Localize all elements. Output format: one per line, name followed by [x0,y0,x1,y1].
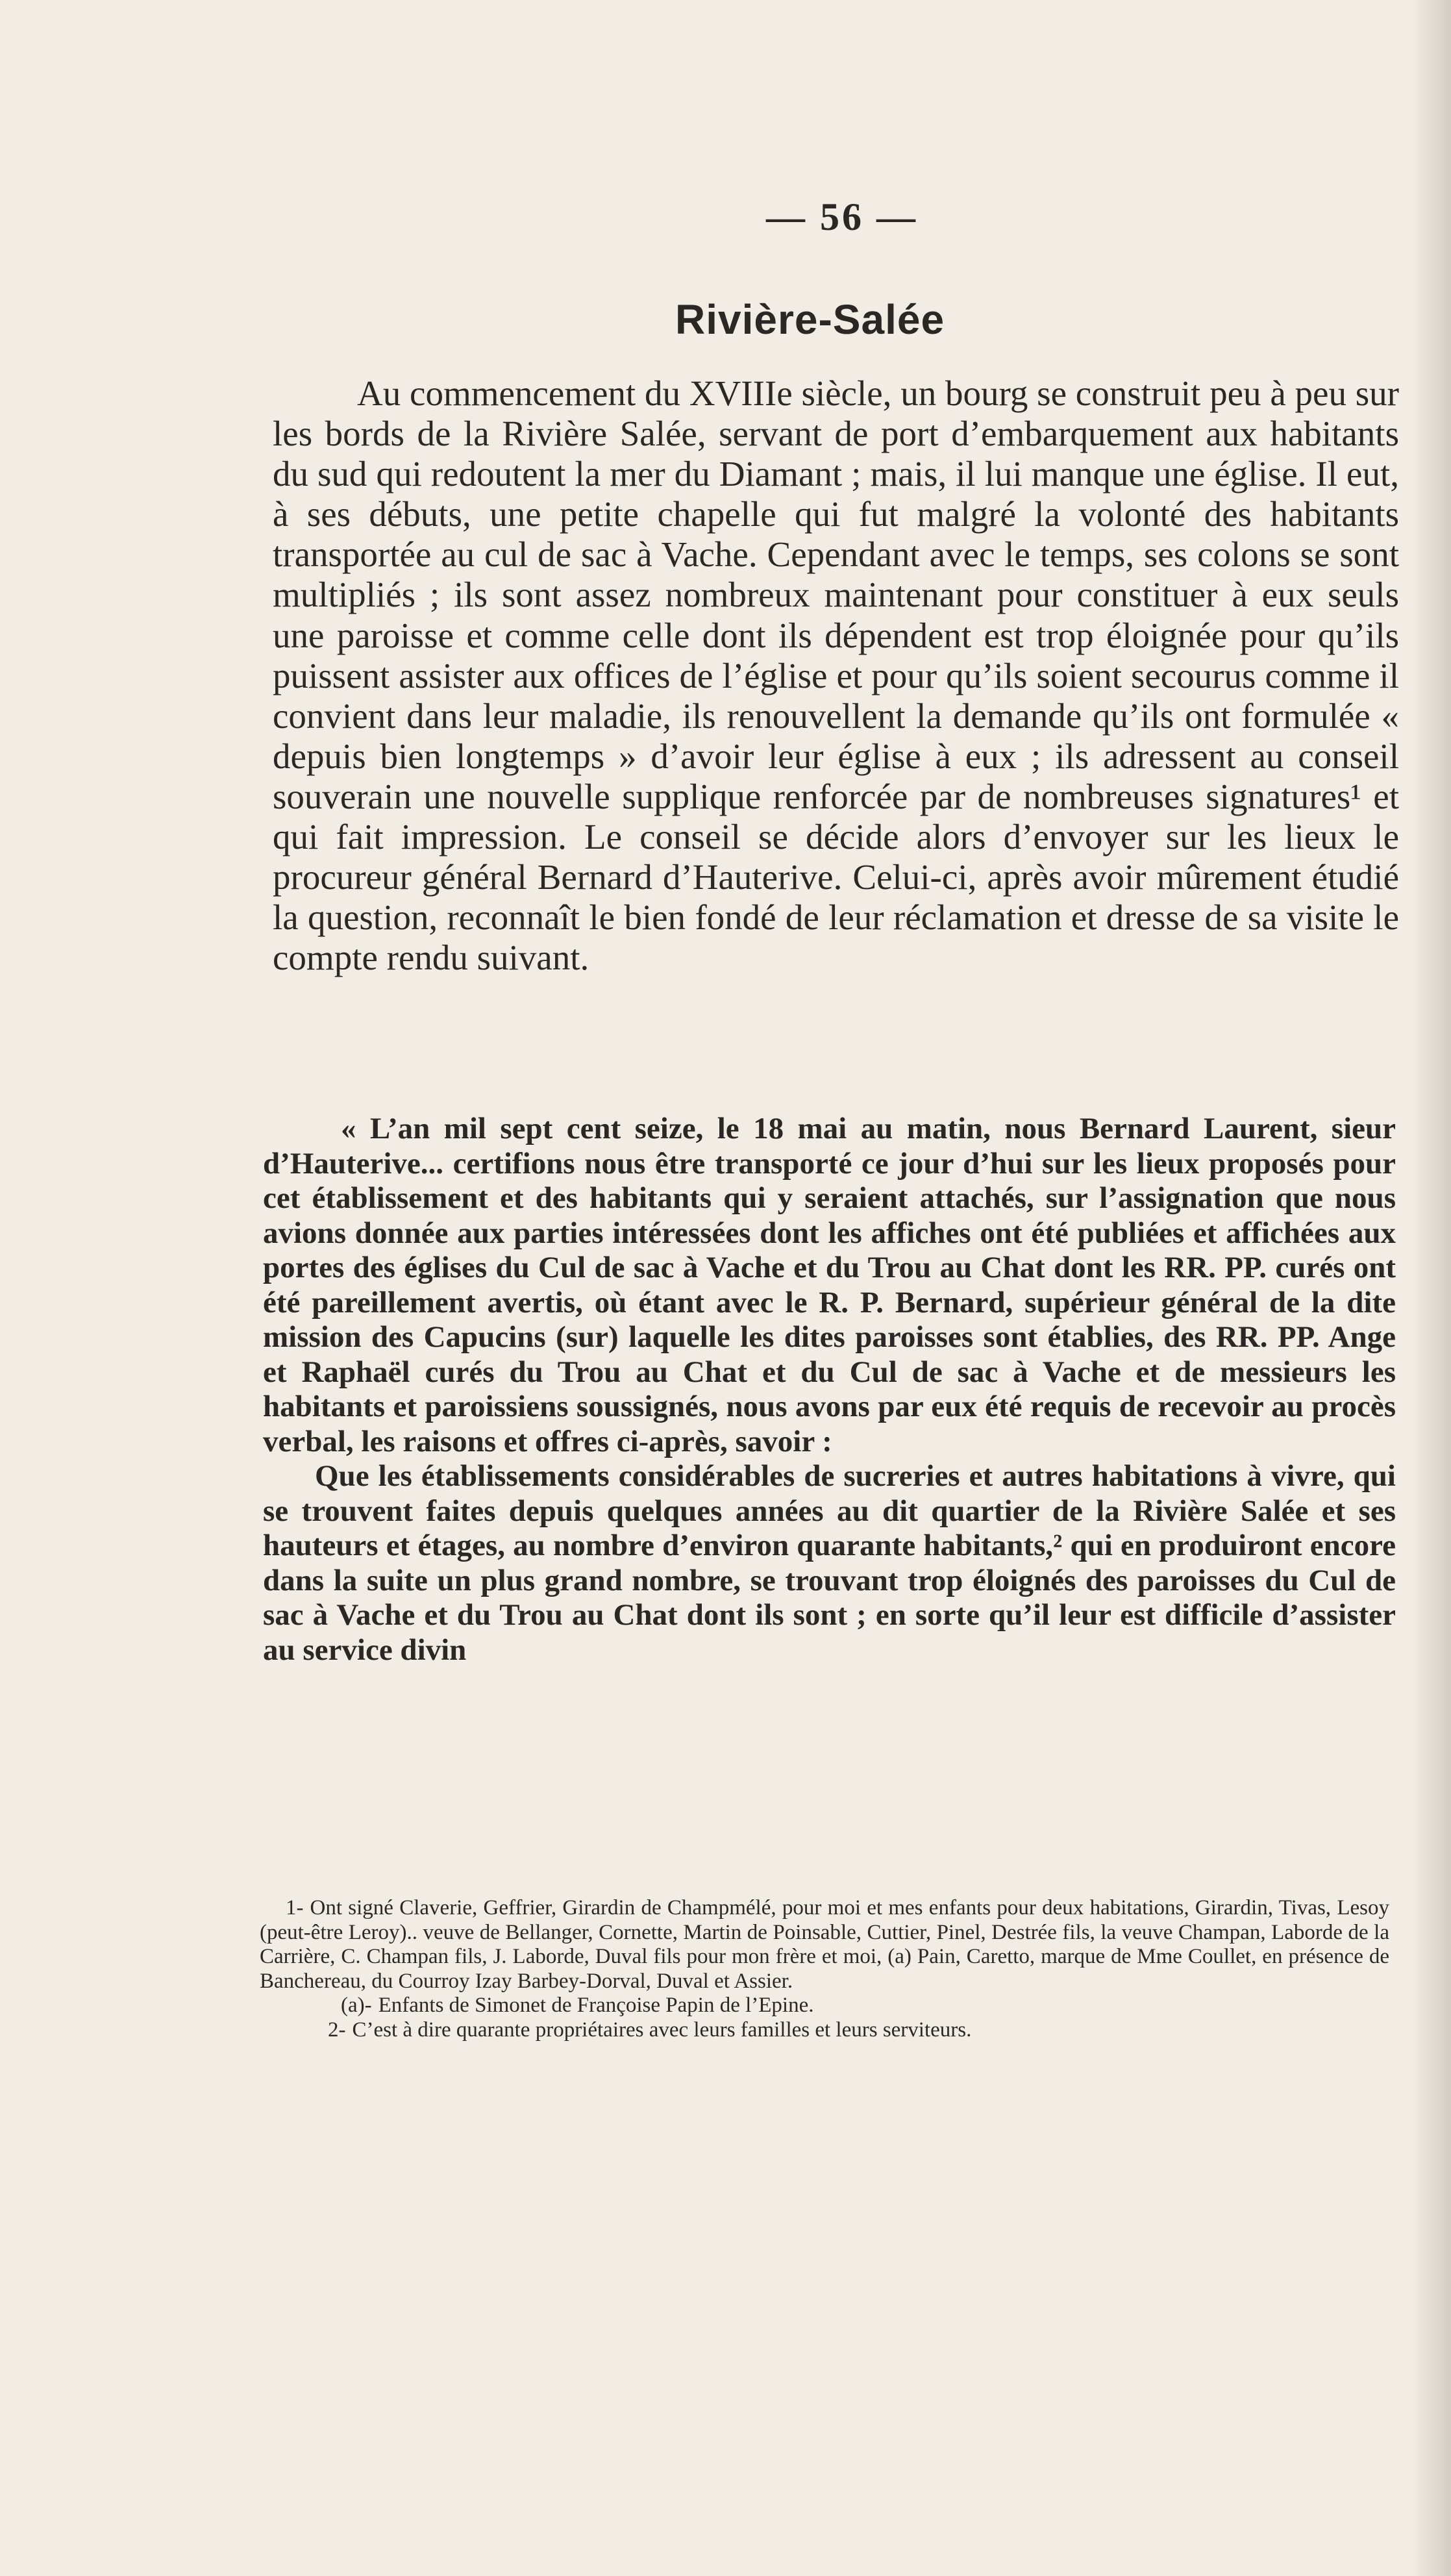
footnote-a [260,1994,1389,2018]
footnotes [260,1896,1389,2042]
quote-paragraph-1: « L’an mil sept cent seize, le 18 mai au matin, nous Bernard Laurent, sieur d’Hauterive... certifions nous être transporté ce jour d’hui sur les lieux proposés pour cet établissement et des habitants qui y seraient attachés, sur l’assignation que nous avions donnée aux parties intéressées dont les affiches ont été publiées et affichées aux portes des églises du Cul de sac à Vache et du Trou au Chat dont les RR. PP. curés ont été pareillement avertis, où étant avec le R. P. Bernard, supérieur général de la dite mission des Capucins (sur) laquelle les dites paroisses sont établies, des RR. PP. Ange et Raphaël curés du Trou au Chat et du Cul de sac à Vache et de messieurs les habitants et paroissiens soussignés, nous avons par eux été requis de recevoir au procès verbal, les raisons et offres ci-après, savoir : [263,1112,1396,1458]
footnote-1-text: Ont signé Claverie, Geffrier, Girardin de Champmélé, pour moi et mes enfants pour deux habitations, Girardin, Tivas, Lesoy (peut-être Leroy).. veuve de Bellanger, Cornette, Martin de Poinsable, Cuttier, Pinel, Destrée fils, la veuve Champan, Laborde de la Carrière, C. Champan fils, J. Laborde, Duval fils pour mon frère et moi, (a) Pain, Caretto, marque de Mme Coullet, en présence de Banchereau, du Courroy Izay Barbey-Dorval, Duval et Assier. [260,1896,1389,1993]
footnote-2-text: C’est à dire quarante propriétaires avec leurs familles et leurs serviteurs. [352,2018,972,2042]
footnote-2-label: 2- [328,2018,346,2042]
intro-paragraph: Au commencement du XVIIIe siècle, un bourg se construit peu à peu sur les bords de la Rivière Salée, servant de port d’embarquement aux habitants du sud qui redoutent la mer du Diamant ; mais, il lui manque une église. Il eut, à ses débuts, une petite chapelle qui fut malgré la volonté des habitants transportée au cul de sac à Vache. Cependant avec le temps, ses colons se sont multipliés ; ils sont assez nombreux maintenant pour constituer à eux seuls une paroisse et comme celle dont ils dépendent est trop éloignée pour qu’ils puissent assister aux offices de l’église et pour qu’ils soient secourus comme il convient dans leur maladie, ils renouvellent la demande qu’ils ont formulée « depuis bien longtemps » d’avoir leur église à eux ; ils adressent au conseil souverain une nouvelle supplique renforcée par de nombreuses signatures¹ et qui fait impression. Le conseil se décide alors d’envoyer sur les lieux le procureur général Bernard d’Hauterive. Celui-ci, après avoir mûrement étudié la question, reconnaît le bien fondé de leur réclamation et dresse de sa visite le compte rendu suivant. [273,373,1399,978]
footnote-2 [260,2018,1389,2043]
quoted-report [263,1112,1396,1668]
section-title: Rivière-Salée [675,296,945,343]
page-edge-shadow [1412,0,1451,2576]
footnote-1 [260,1896,1389,1994]
footnote-a-text: Enfants de Simonet de Françoise Papin de l’Epine. [378,1994,814,2017]
footnote-1-label: 1- [286,1896,304,1919]
quote-paragraph-2: Que les établissements considérables de sucreries et autres habitations à vivre, qui se trouvent faites depuis quelques années au dit quartier de la Rivière Salée et ses hauteurs et étages, au nombre d’environ quarante habitants,² qui en produiront encore dans la suite un plus grand nombre, se trouvant trop éloignés des paroisses du Cul de sac à Vache et du Trou au Chat dont ils sont ; en sorte qu’il leur est difficile d’assister au service divin [263,1459,1396,1667]
page-number: — 56 — [766,195,918,238]
footnote-a-label: (a)- [341,1994,372,2017]
